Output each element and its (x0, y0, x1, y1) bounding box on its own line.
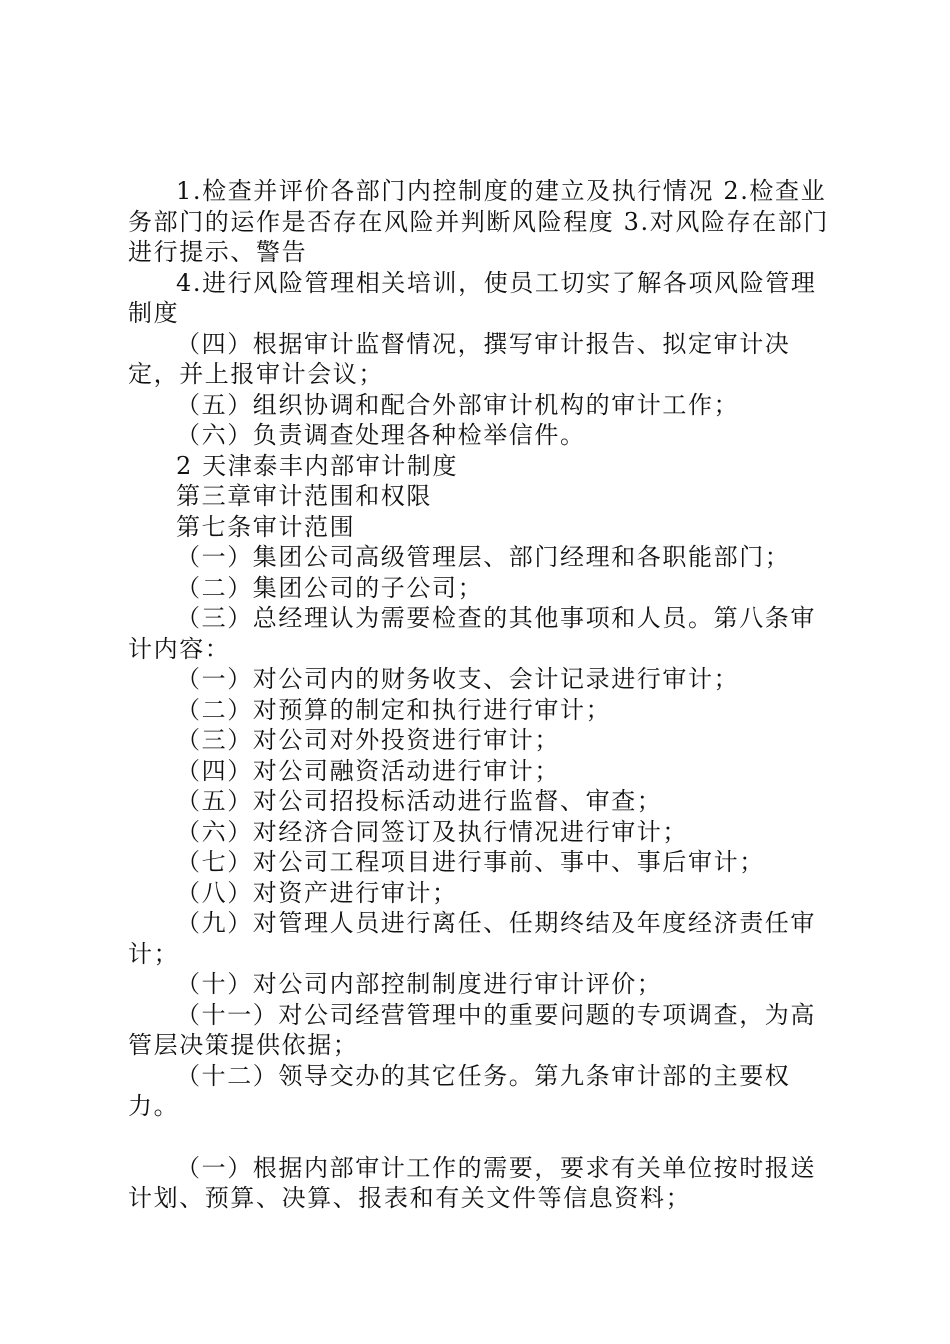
list-item: （八）对资产进行审计； (176, 878, 458, 907)
paragraph-audit-report: （四）根据审计监督情况，撰写审计报告、拟定审计决定，并上报审计会议； (128, 329, 791, 388)
paragraph-risk-training: 4.进行风险管理相关培训，使员工切实了解各项风险管理制度 (128, 268, 817, 327)
list-item: （四）对公司融资活动进行审计； (176, 756, 560, 785)
document-body (128, 176, 838, 1214)
paragraph-complaint-letters: （六）负责调查处理各种检举信件。 (176, 421, 586, 449)
list-item: （五）对公司招投标活动进行监督、审查； (176, 787, 663, 815)
list-item: （六）对经济合同签订及执行情况进行审计； (176, 817, 688, 846)
list-item: （二）对预算的制定和执行进行审计； (176, 695, 612, 724)
list-item: （一）对公司内的财务收支、会计记录进行审计； (176, 665, 740, 693)
paragraph-risk-items: 1.检查并评价各部门内控制度的建立及执行情况 2.检查业务部门的运作是否存在风险并判断风险程度 3.对风险存在部门进行提示、警告 (128, 177, 829, 266)
article-heading: 第七条审计范围 (176, 512, 356, 541)
list-item: （三）对公司对外投资进行审计； (176, 726, 560, 754)
list-item: （十二）领导交办的其它任务。第九条审计部的主要权力。 (128, 1061, 791, 1120)
list-item: （三）总经理认为需要检查的其他事项和人员。第八条审计内容： (128, 604, 816, 663)
paragraph-external-audit: （五）组织协调和配合外部审计机构的审计工作； (176, 390, 740, 419)
section-heading: 2 天津泰丰内部审计制度 (176, 451, 459, 480)
list-item: （十一）对公司经营管理中的重要问题的专项调查，为高管层决策提供依据； (128, 1000, 816, 1059)
list-item: （二）集团公司的子公司； (176, 573, 484, 602)
list-item: （一）根据内部审计工作的需要，要求有关单位按时报送计划、预算、决算、报表和有关文件等信息资料； (128, 1153, 816, 1212)
list-item: （九）对管理人员进行离任、任期终结及年度经济责任审计； (128, 909, 816, 968)
list-item: （一）集团公司高级管理层、部门经理和各职能部门； (176, 543, 791, 571)
list-item: （七）对公司工程项目进行事前、事中、事后审计； (176, 848, 765, 876)
list-item: （十）对公司内部控制制度进行审计评价； (176, 970, 663, 998)
chapter-heading: 第三章审计范围和权限 (176, 482, 432, 510)
